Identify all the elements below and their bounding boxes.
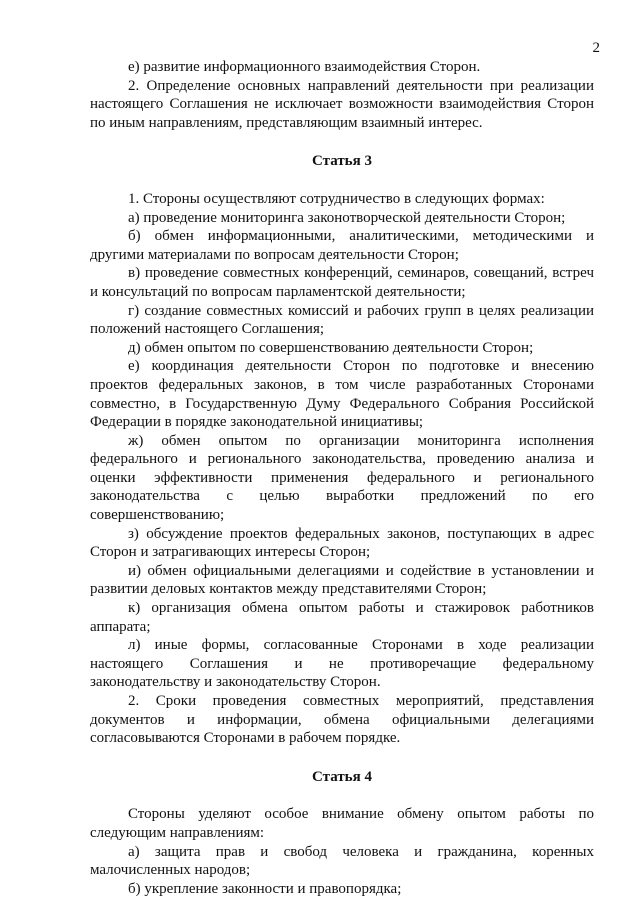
paragraph: 2. Сроки проведения совместных мероприятий, представления документов и информации, обмена официальными делегациями согласовываются Сторонами в рабочем порядке. bbox=[90, 693, 594, 747]
spacer bbox=[90, 786, 594, 805]
list-item: г) создание совместных комиссий и рабочих групп в целях реализации положений настоящего Соглашения; bbox=[90, 302, 594, 338]
list-item: д) обмен опытом по совершенствованию деятельности Сторон; bbox=[128, 339, 534, 356]
document-body bbox=[90, 58, 594, 898]
list-item: к) организация обмена опытом работы и стажировок работников аппарата; bbox=[90, 600, 594, 635]
list-item: а) защита прав и свобод человека и гражданина, коренных малочисленных народов; bbox=[90, 843, 594, 879]
list-item: в) проведение совместных конференций, семинаров, совещаний, встреч и консультаций по вопросам парламентской деятельности; bbox=[90, 265, 594, 300]
spacer bbox=[90, 132, 594, 152]
list-item: а) проведение мониторинга законотворческой деятельности Сторон; bbox=[128, 209, 566, 226]
list-item: з) обсуждение проектов федеральных законов, поступающих в адрес Сторон и затрагивающих интересы Сторон; bbox=[90, 525, 594, 561]
list-item: ж) обмен опытом по организации мониторинга исполнения федерального и регионального законодательства, проведению анализа и оценки эффективности применения федерального и регионального законодательства с целью выработки предложений по его совершенствованию; bbox=[90, 432, 594, 524]
paragraph: 1. Стороны осуществляют сотрудничество в следующих формах: bbox=[128, 190, 545, 207]
page-number: 2 bbox=[592, 40, 600, 56]
spacer bbox=[90, 748, 594, 768]
list-item: б) обмен информационными, аналитическими, методическими и другими материалами по вопросам деятельности Сторон; bbox=[90, 228, 594, 263]
list-item: и) обмен официальными делегациями и содействие в установлении и развитии деловых контактов между представителями Сторон; bbox=[90, 562, 594, 598]
paragraph: 2. Определение основных направлений деятельности при реализации настоящего Соглашения не исключает возможности взаимодействия Сторон по иным направлениям, представляющим взаимный интерес. bbox=[90, 77, 594, 131]
paragraph: Стороны уделяют особое внимание обмену опытом работы по следующим направлениям: bbox=[90, 806, 594, 841]
article-heading: Статья 4 bbox=[312, 768, 372, 785]
paragraph: е) развитие информационного взаимодействия Сторон. bbox=[128, 59, 481, 75]
list-item: б) укрепление законности и правопорядка; bbox=[128, 880, 402, 897]
spacer bbox=[90, 171, 594, 190]
list-item: е) координация деятельности Сторон по подготовке и внесению проектов федеральных законов, в том числе разработанных Сторонами совместно, в Государственную Думу Федерального Собрания Российской Федерации в порядке законодательной инициативы; bbox=[90, 358, 594, 431]
article-heading: Статья 3 bbox=[312, 153, 372, 170]
list-item: л) иные формы, согласованные Сторонами в ходе реализации настоящего Соглашения и не противоречащие федеральному законодательству и законодательству Сторон. bbox=[90, 637, 594, 691]
